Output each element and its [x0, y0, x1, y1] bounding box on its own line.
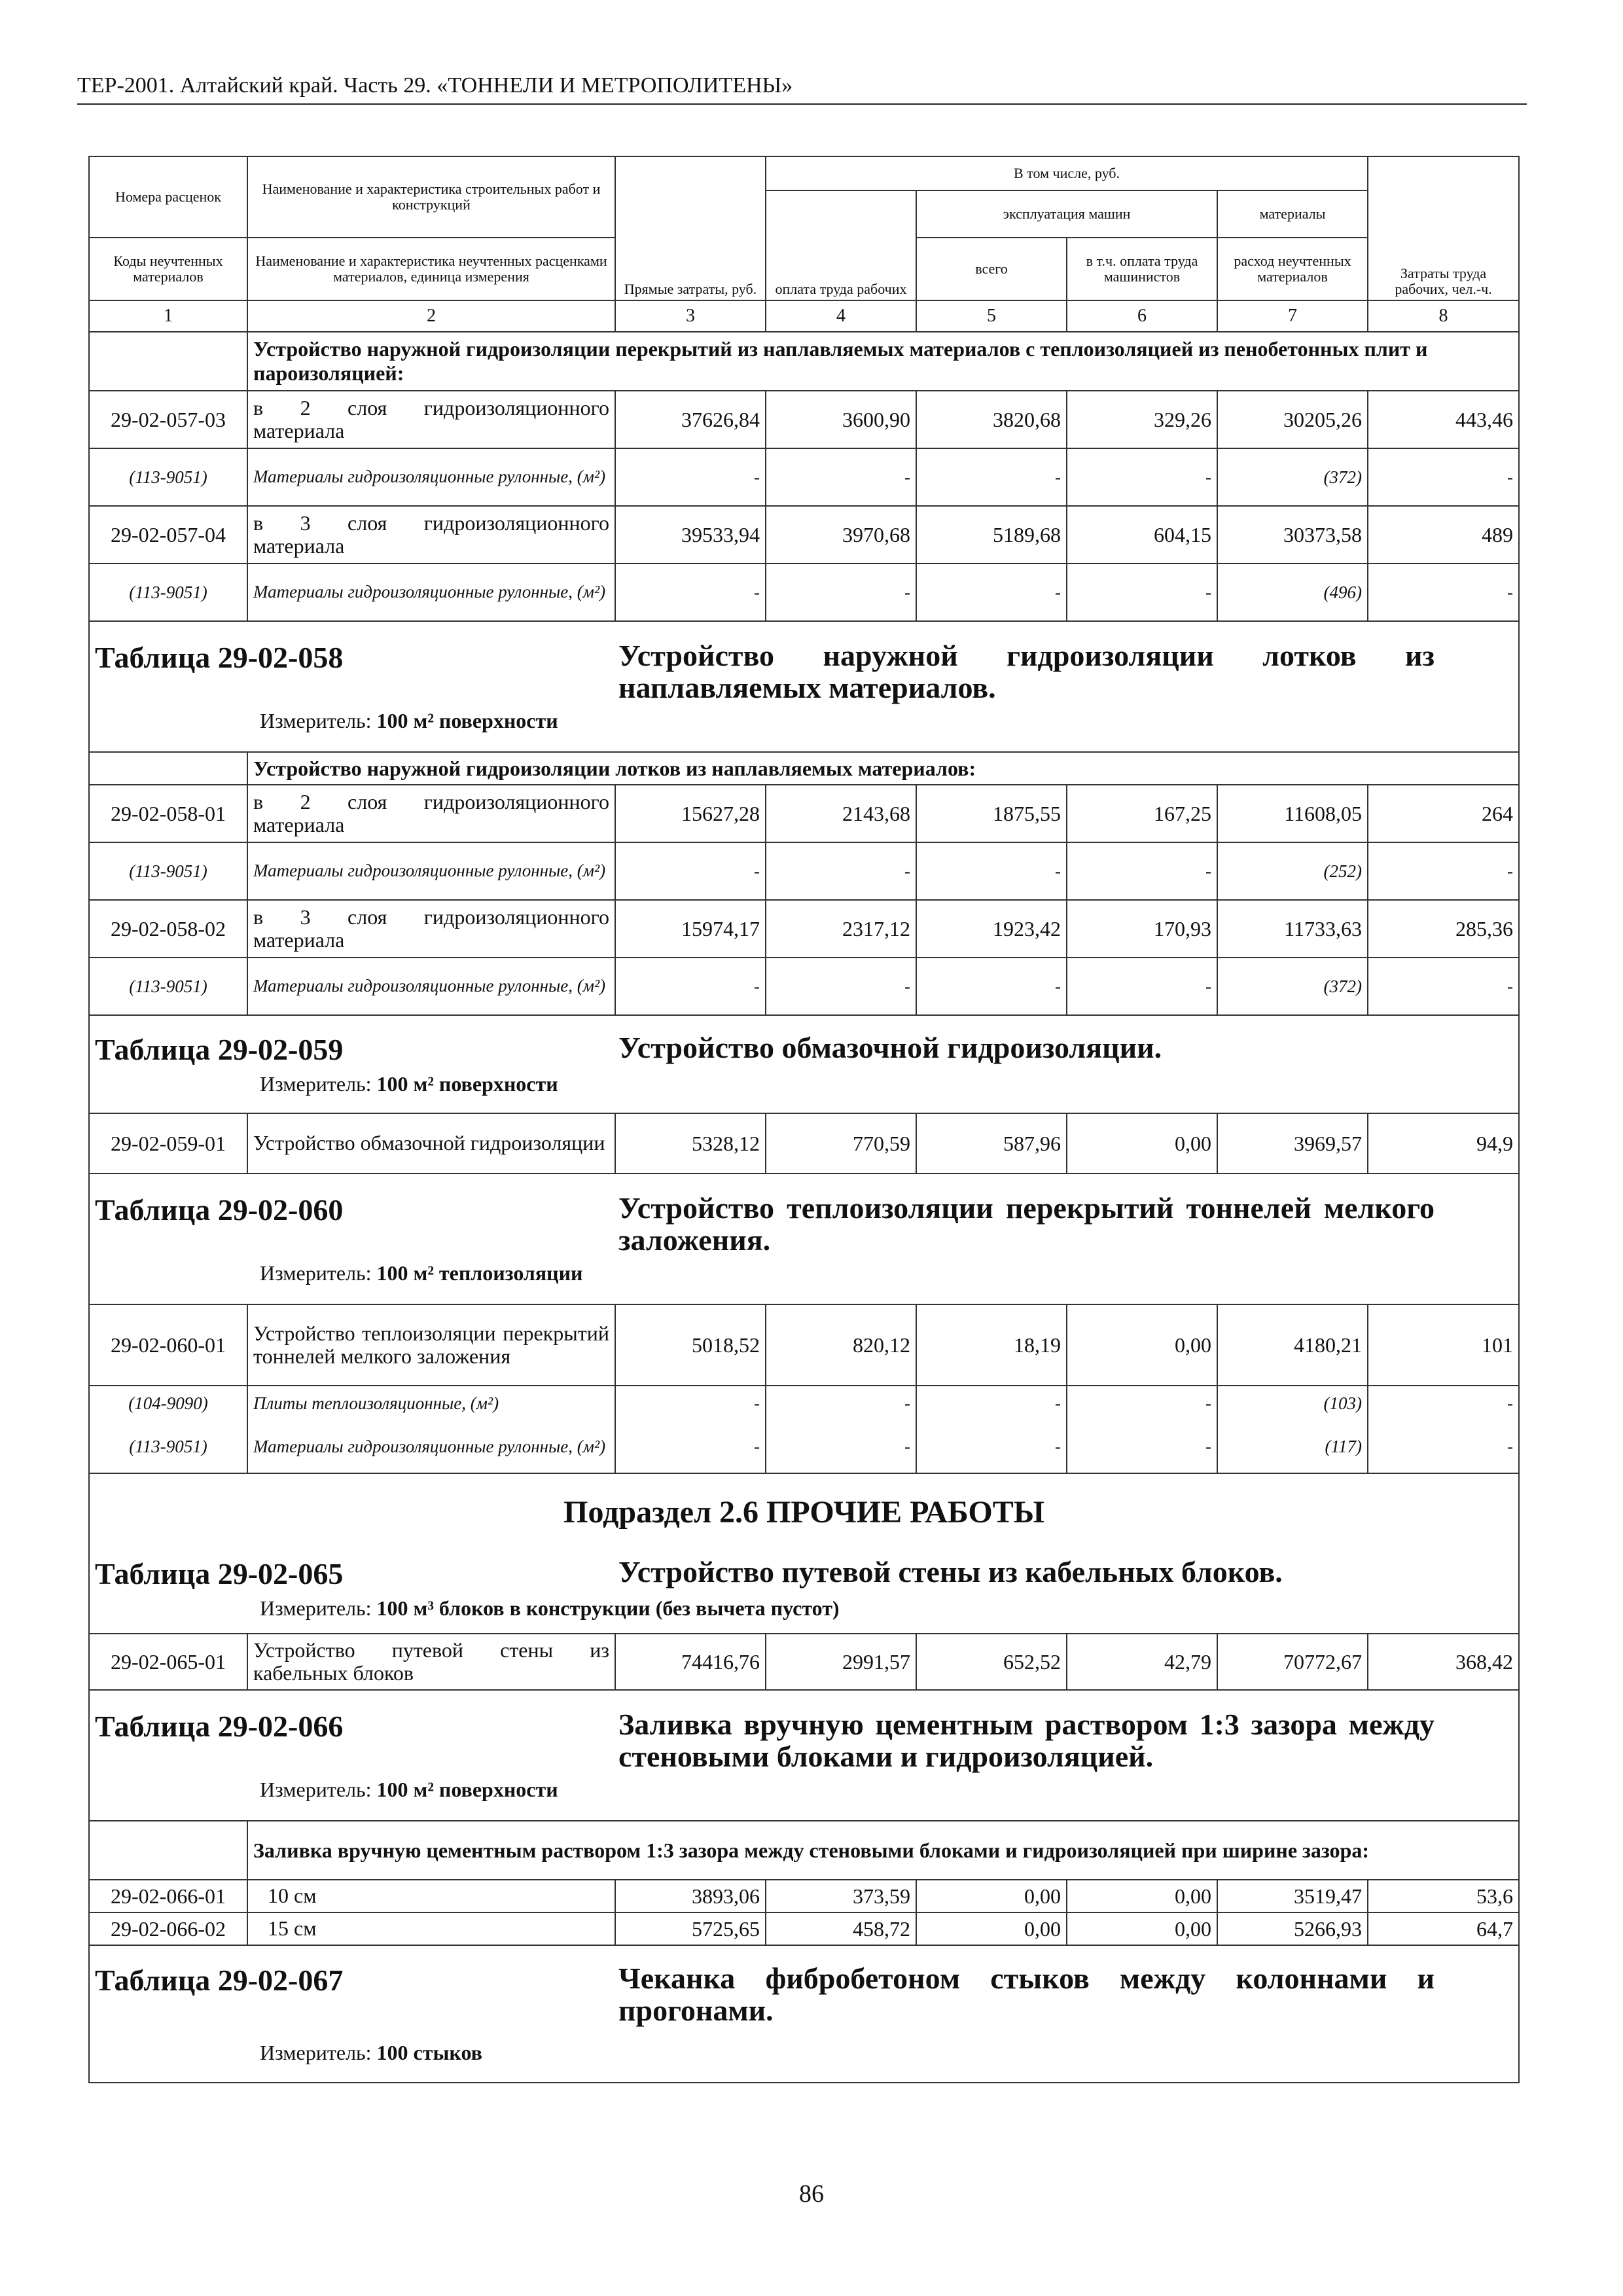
labor-pay: 770,59 [766, 1113, 916, 1174]
value: - [1067, 564, 1217, 621]
col-header-direct: Прямые затраты, руб. [615, 156, 766, 300]
col-number: 3 [615, 300, 766, 332]
unit-label: Измеритель: [260, 2040, 372, 2064]
col-header-materials: материалы [1217, 190, 1368, 238]
labor-pay: 820,12 [766, 1304, 916, 1386]
labor-hours: 53,6 [1368, 1880, 1519, 1912]
machines-total: 1923,42 [916, 900, 1067, 958]
material-desc: Материалы гидроизоляционные рулонные, (м²) [247, 1421, 615, 1473]
table-title: Устройство теплоизоляции перекрытий тоннелей мелкого заложения. [618, 1191, 1435, 1257]
labor-pay: 2991,57 [766, 1634, 916, 1690]
material-code: (113-9051) [89, 958, 247, 1015]
direct-cost: 5018,52 [615, 1304, 766, 1386]
unit-line [260, 1072, 1513, 1096]
labor-hours: 264 [1368, 785, 1519, 842]
value: - [766, 1386, 916, 1421]
col-header-mat-name: Наименование и характеристика неучтенных расценками материалов, единица измерения [247, 238, 615, 300]
value: - [615, 1386, 766, 1421]
group-heading: Устройство наружной гидроизоляции лотков из наплавляемых материалов: [247, 752, 1519, 785]
rate-desc: Устройство обмазочной гидроизоляции [247, 1113, 615, 1174]
unit-label: Измеритель: [260, 1596, 372, 1620]
table-row [89, 1113, 1519, 1174]
direct-cost: 5725,65 [615, 1912, 766, 1945]
value: - [766, 958, 916, 1015]
page-number: 86 [799, 2180, 824, 2208]
unit-value: 100 стыков [376, 2040, 482, 2064]
material-code: (113-9051) [89, 842, 247, 900]
table-row [89, 1304, 1519, 1386]
value: - [1067, 842, 1217, 900]
material-row [89, 564, 1519, 621]
rate-code: 29-02-065-01 [89, 1634, 247, 1690]
machines-total: 0,00 [916, 1880, 1067, 1912]
value: - [766, 842, 916, 900]
machines-wage: 0,00 [1067, 1113, 1217, 1174]
material-consumption: (372) [1217, 448, 1368, 506]
materials: 4180,21 [1217, 1304, 1368, 1386]
machines-total: 1875,55 [916, 785, 1067, 842]
material-desc: Материалы гидроизоляционные рулонные, (м²) [247, 958, 615, 1015]
unit-label: Измеритель: [260, 1072, 372, 1096]
unit-label: Измеритель: [260, 708, 372, 732]
rate-desc: в 2 слоя гидроизоляционного материала [247, 785, 615, 842]
value: - [766, 564, 916, 621]
labor-pay: 458,72 [766, 1912, 916, 1945]
table-row [89, 391, 1519, 448]
unit-line [260, 2041, 1513, 2065]
materials: 70772,67 [1217, 1634, 1368, 1690]
group-heading: Заливка вручную цементным раствором 1:3 зазора между стеновыми блоками и гидроизоляцией при ширине зазора: [247, 1821, 1519, 1880]
material-consumption: (117) [1217, 1421, 1368, 1473]
table-id: Таблица 29-02-065 [95, 1557, 344, 1590]
unit-value: 100 м² поверхности [376, 708, 558, 732]
table-row [89, 506, 1519, 564]
direct-cost: 15974,17 [615, 900, 766, 958]
machines-total: 5189,68 [916, 506, 1067, 564]
value: - [916, 1421, 1067, 1473]
rate-desc: в 2 слоя гидроизоляционного материала [247, 391, 615, 448]
value: - [766, 1421, 916, 1473]
group-heading: Устройство наружной гидроизоляции перекрытий из наплавляемых материалов с теплоизоляцией из пенобетонных плит и пароизоляцией: [247, 332, 1519, 391]
rate-desc: в 3 слоя гидроизоляционного материала [247, 506, 615, 564]
machines-total: 652,52 [916, 1634, 1067, 1690]
direct-cost: 3893,06 [615, 1880, 766, 1912]
value: - [615, 1421, 766, 1473]
table-section-058 [89, 621, 1519, 752]
unit-line [260, 1596, 1513, 1621]
table-title: Устройство путевой стены из кабельных блоков. [618, 1555, 1283, 1588]
material-code: (113-9051) [89, 448, 247, 506]
labor-hours: 285,36 [1368, 900, 1519, 958]
table-section-067 [89, 1945, 1519, 2083]
rate-desc: Устройство теплоизоляции перекрытий тоннелей мелкого заложения [247, 1304, 615, 1386]
value: - [1067, 1421, 1217, 1473]
material-row [89, 448, 1519, 506]
table-row [89, 785, 1519, 842]
col-header-labor: оплата труда рабочих [766, 190, 916, 300]
labor-hours: 489 [1368, 506, 1519, 564]
unit-value: 100 м³ блоков в конструкции (без вычета пустот) [376, 1596, 840, 1620]
machines-total: 3820,68 [916, 391, 1067, 448]
material-consumption: (372) [1217, 958, 1368, 1015]
material-code: (113-9051) [89, 564, 247, 621]
value: - [1067, 448, 1217, 506]
material-code: (104-9090) [89, 1386, 247, 1421]
col-number: 5 [916, 300, 1067, 332]
unit-value: 100 м² поверхности [376, 1777, 558, 1801]
rate-code: 29-02-059-01 [89, 1113, 247, 1174]
table-title: Чеканка фибробетоном стыков между колоннами и прогонами. [618, 1962, 1435, 2027]
unit-label: Измеритель: [260, 1261, 372, 1285]
value: - [1368, 564, 1519, 621]
unit-value: 100 м² поверхности [376, 1072, 558, 1096]
value: - [916, 448, 1067, 506]
table-section-059 [89, 1015, 1519, 1113]
material-consumption: (252) [1217, 842, 1368, 900]
rate-code: 29-02-057-03 [89, 391, 247, 448]
materials: 3519,47 [1217, 1880, 1368, 1912]
table-section-066 [89, 1690, 1519, 1821]
value: - [1067, 958, 1217, 1015]
value: - [1368, 1421, 1519, 1473]
col-header-machines-total: всего [916, 238, 1067, 300]
machines-total: 0,00 [916, 1912, 1067, 1945]
table-section-065 [89, 1473, 1519, 1634]
labor-hours: 64,7 [1368, 1912, 1519, 1945]
running-header: ТЕР-2001. Алтайский край. Часть 29. «ТОННЕЛИ И МЕТРОПОЛИТЕНЫ» [77, 73, 1527, 105]
materials: 3969,57 [1217, 1113, 1368, 1174]
direct-cost: 74416,76 [615, 1634, 766, 1690]
machines-wage: 0,00 [1067, 1912, 1217, 1945]
machines-wage: 0,00 [1067, 1880, 1217, 1912]
table-id: Таблица 29-02-058 [95, 641, 344, 675]
table-title: Устройство наружной гидроизоляции лотков из наплавляемых материалов. [618, 639, 1435, 704]
labor-pay: 2143,68 [766, 785, 916, 842]
col-header-mat-codes: Коды неучтенных материалов [89, 238, 247, 300]
value: - [615, 448, 766, 506]
table-row [89, 900, 1519, 958]
value: - [916, 1386, 1067, 1421]
material-desc: Материалы гидроизоляционные рулонные, (м²) [247, 842, 615, 900]
unit-line [260, 1261, 1513, 1285]
col-number: 7 [1217, 300, 1368, 332]
material-desc: Материалы гидроизоляционные рулонные, (м²) [247, 564, 615, 621]
col-number: 8 [1368, 300, 1519, 332]
rate-code: 29-02-057-04 [89, 506, 247, 564]
labor-hours: 368,42 [1368, 1634, 1519, 1690]
rate-desc: 15 см [247, 1912, 615, 1945]
value: - [916, 564, 1067, 621]
materials: 11733,63 [1217, 900, 1368, 958]
table-id: Таблица 29-02-060 [95, 1193, 344, 1227]
rate-code: 29-02-058-02 [89, 900, 247, 958]
rate-desc: Устройство путевой стены из кабельных блоков [247, 1634, 615, 1690]
direct-cost: 15627,28 [615, 785, 766, 842]
col-header-machines: эксплуатация машин [916, 190, 1217, 238]
machines-wage: 167,25 [1067, 785, 1217, 842]
material-desc: Плиты теплоизоляционные, (м²) [247, 1386, 615, 1421]
rate-desc: в 3 слоя гидроизоляционного материала [247, 900, 615, 958]
unit-label: Измеритель: [260, 1777, 372, 1801]
material-row [89, 958, 1519, 1015]
table-id: Таблица 29-02-067 [95, 1964, 344, 1998]
col-header-machines-wage: в т.ч. оплата труда машинистов [1067, 238, 1217, 300]
machines-wage: 170,93 [1067, 900, 1217, 958]
material-consumption: (103) [1217, 1386, 1368, 1421]
rate-code: 29-02-066-01 [89, 1880, 247, 1912]
value: - [1368, 1386, 1519, 1421]
material-code: (113-9051) [89, 1421, 247, 1473]
labor-hours: 101 [1368, 1304, 1519, 1386]
value: - [615, 958, 766, 1015]
materials: 5266,93 [1217, 1912, 1368, 1945]
machines-total: 587,96 [916, 1113, 1067, 1174]
section-heading: Подраздел 2.6 ПРОЧИЕ РАБОТЫ [563, 1495, 1044, 1530]
machines-total: 18,19 [916, 1304, 1067, 1386]
labor-pay: 373,59 [766, 1880, 916, 1912]
col-header-rate-no: Номера расценок [89, 156, 247, 238]
material-row [89, 1386, 1519, 1421]
material-row [89, 842, 1519, 900]
unit-value: 100 м² теплоизоляции [376, 1261, 583, 1285]
machines-wage: 604,15 [1067, 506, 1217, 564]
machines-wage: 42,79 [1067, 1634, 1217, 1690]
col-number: 1 [89, 300, 247, 332]
labor-pay: 3600,90 [766, 391, 916, 448]
value: - [916, 842, 1067, 900]
table-id: Таблица 29-02-059 [95, 1033, 344, 1066]
col-header-labor-cost: Затраты труда рабочих, чел.-ч. [1368, 156, 1519, 300]
col-number: 2 [247, 300, 615, 332]
rates-table [88, 156, 1520, 2083]
unit-line [260, 1778, 1513, 1802]
table-row [89, 1880, 1519, 1912]
table-title: Заливка вручную цементным раствором 1:3 зазора между стеновыми блоками и гидроизоляцией. [618, 1708, 1435, 1773]
col-header-name: Наименование и характеристика строительных работ и конструкций [247, 156, 615, 238]
direct-cost: 39533,94 [615, 506, 766, 564]
value: - [1368, 842, 1519, 900]
table-id: Таблица 29-02-066 [95, 1710, 344, 1744]
labor-hours: 94,9 [1368, 1113, 1519, 1174]
material-row [89, 1421, 1519, 1473]
materials: 30373,58 [1217, 506, 1368, 564]
unit-line [260, 709, 1513, 733]
materials: 30205,26 [1217, 391, 1368, 448]
rate-code: 29-02-066-02 [89, 1912, 247, 1945]
value: - [615, 842, 766, 900]
rate-code: 29-02-058-01 [89, 785, 247, 842]
value: - [1368, 958, 1519, 1015]
rate-desc: 10 см [247, 1880, 615, 1912]
table-row [89, 1634, 1519, 1690]
material-consumption: (496) [1217, 564, 1368, 621]
labor-pay: 2317,12 [766, 900, 916, 958]
value: - [1067, 1386, 1217, 1421]
direct-cost: 37626,84 [615, 391, 766, 448]
value: - [766, 448, 916, 506]
value: - [916, 958, 1067, 1015]
rate-code: 29-02-060-01 [89, 1304, 247, 1386]
labor-pay: 3970,68 [766, 506, 916, 564]
value: - [615, 564, 766, 621]
col-number: 4 [766, 300, 916, 332]
value: - [1368, 448, 1519, 506]
materials: 11608,05 [1217, 785, 1368, 842]
machines-wage: 329,26 [1067, 391, 1217, 448]
direct-cost: 5328,12 [615, 1113, 766, 1174]
labor-hours: 443,46 [1368, 391, 1519, 448]
table-title: Устройство обмазочной гидроизоляции. [618, 1031, 1162, 1064]
table-row [89, 1912, 1519, 1945]
table-section-060 [89, 1174, 1519, 1304]
col-number: 6 [1067, 300, 1217, 332]
col-header-materials-cons: расход неучтенных материалов [1217, 238, 1368, 300]
col-header-incl: В том числе, руб. [766, 156, 1368, 190]
machines-wage: 0,00 [1067, 1304, 1217, 1386]
material-desc: Материалы гидроизоляционные рулонные, (м²) [247, 448, 615, 506]
